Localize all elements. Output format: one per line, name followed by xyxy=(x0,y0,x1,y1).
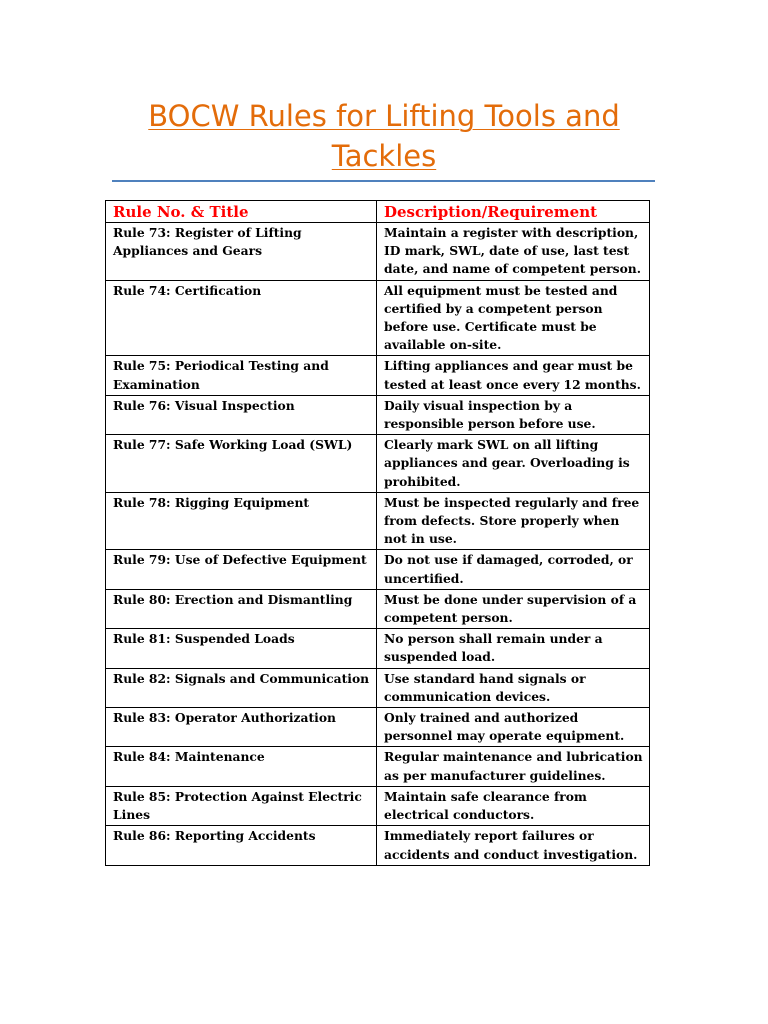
rule-description-cell: Only trained and authorized personnel may operate equipment. xyxy=(377,708,650,747)
title-divider xyxy=(112,180,655,182)
table-row xyxy=(106,435,650,493)
rule-description-cell: Daily visual inspection by a responsible person before use. xyxy=(377,395,650,434)
rule-description-cell: Regular maintenance and lubrication as per manufacturer guidelines. xyxy=(377,747,650,786)
rule-title-cell: Rule 79: Use of Defective Equipment xyxy=(106,550,377,589)
table-row xyxy=(106,629,650,668)
rules-table xyxy=(105,200,650,866)
table-header-row xyxy=(106,201,650,223)
rule-title-cell: Rule 77: Safe Working Load (SWL) xyxy=(106,435,377,493)
table-row xyxy=(106,747,650,786)
document-title xyxy=(110,96,658,176)
rule-title-cell: Rule 84: Maintenance xyxy=(106,747,377,786)
table-row xyxy=(106,589,650,628)
rule-description-cell: No person shall remain under a suspended load. xyxy=(377,629,650,668)
table-row xyxy=(106,223,650,281)
table-row xyxy=(106,356,650,395)
table-row xyxy=(106,492,650,550)
rule-description-cell: Clearly mark SWL on all lifting appliances and gear. Overloading is prohibited. xyxy=(377,435,650,493)
rule-title-cell: Rule 82: Signals and Communication xyxy=(106,668,377,707)
title-line-1: BOCW Rules for Lifting Tools and xyxy=(148,99,620,133)
rule-title-cell: Rule 86: Reporting Accidents xyxy=(106,826,377,865)
rule-title-cell: Rule 78: Rigging Equipment xyxy=(106,492,377,550)
rule-description-cell: Use standard hand signals or communication devices. xyxy=(377,668,650,707)
rule-title-cell: Rule 81: Suspended Loads xyxy=(106,629,377,668)
rule-description-cell: Immediately report failures or accidents and conduct investigation. xyxy=(377,826,650,865)
rule-title-cell: Rule 73: Register of Lifting Appliances and Gears xyxy=(106,223,377,281)
rule-title-cell: Rule 74: Certification xyxy=(106,280,377,356)
table-row xyxy=(106,395,650,434)
rule-description-cell: Maintain a register with description, ID mark, SWL, date of use, last test date, and name of competent person. xyxy=(377,223,650,281)
rule-title-cell: Rule 80: Erection and Dismantling xyxy=(106,589,377,628)
rule-title-cell: Rule 76: Visual Inspection xyxy=(106,395,377,434)
rule-description-cell: Must be done under supervision of a competent person. xyxy=(377,589,650,628)
table-row xyxy=(106,708,650,747)
title-line-2: Tackles xyxy=(331,139,437,173)
rule-title-cell: Rule 85: Protection Against Electric Lines xyxy=(106,786,377,825)
rule-description-cell: Do not use if damaged, corroded, or uncertified. xyxy=(377,550,650,589)
table-row xyxy=(106,786,650,825)
header-rule-title: Rule No. & Title xyxy=(106,201,377,223)
rule-title-cell: Rule 83: Operator Authorization xyxy=(106,708,377,747)
table-row xyxy=(106,280,650,356)
table-row xyxy=(106,826,650,865)
table-row xyxy=(106,550,650,589)
rule-description-cell: Maintain safe clearance from electrical conductors. xyxy=(377,786,650,825)
rule-description-cell: Lifting appliances and gear must be tested at least once every 12 months. xyxy=(377,356,650,395)
table-row xyxy=(106,668,650,707)
rule-description-cell: Must be inspected regularly and free from defects. Store properly when not in use. xyxy=(377,492,650,550)
header-description: Description/Requirement xyxy=(377,201,650,223)
rule-description-cell: All equipment must be tested and certified by a competent person before use. Certificate must be available on-site. xyxy=(377,280,650,356)
rule-title-cell: Rule 75: Periodical Testing and Examination xyxy=(106,356,377,395)
